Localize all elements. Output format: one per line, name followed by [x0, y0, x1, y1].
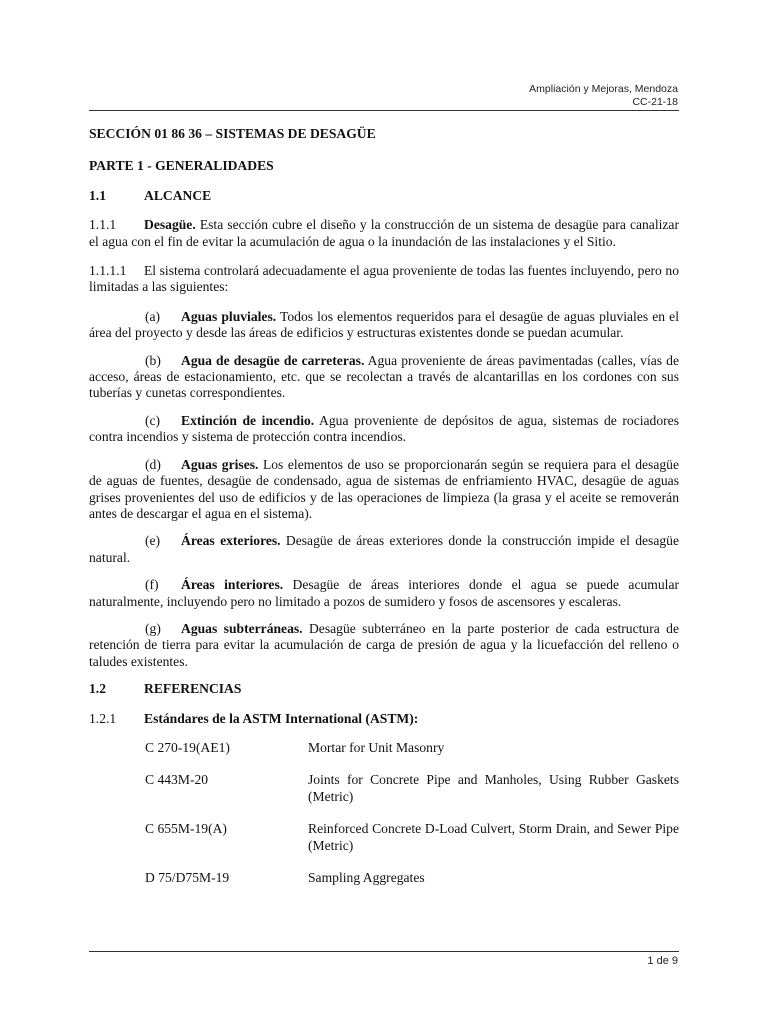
header-contract-code: CC-21-18 [632, 95, 678, 108]
standard-description: Mortar for Unit Masonry [308, 739, 445, 755]
list-item [89, 309, 679, 342]
standard-code: C 270-19(AE1) [145, 739, 230, 755]
section-heading-text: Estándares de la ASTM International (ASTM): [144, 710, 419, 726]
section-number: 1.2 [89, 681, 106, 697]
section-heading-text: REFERENCIAS [144, 681, 242, 697]
header-project: Ampliación y Mejoras, Mendoza [529, 83, 678, 95]
table-row [89, 772, 679, 805]
section-1-2-1-heading [89, 711, 679, 727]
section-1-1-heading [89, 188, 679, 204]
standard-description: Sampling Aggregates [308, 870, 425, 885]
table-row [89, 821, 679, 854]
item-label: (f) [145, 577, 159, 593]
standard-code: C 443M-20 [145, 772, 209, 788]
item-list [89, 309, 679, 670]
paragraph-number: 1.1.1 [89, 217, 117, 233]
standard-description: Joints for Concrete Pipe and Manholes, Using Rubber Gaskets (Metric) [308, 772, 679, 804]
part-heading: PARTE 1 - GENERALIDADES [89, 158, 274, 174]
list-item [89, 457, 679, 523]
item-label: (d) [145, 456, 161, 472]
item-lead: Extinción de incendio. [181, 412, 315, 428]
document-body [89, 126, 679, 902]
item-label: (e) [145, 533, 161, 549]
item-lead: Áreas interiores. [181, 577, 284, 593]
table-row [89, 870, 679, 886]
paragraph-text: El sistema controlará adecuadamente el agua proveniente de todas las fuentes incluyendo, pero no limitadas a las siguientes: [89, 263, 679, 295]
standard-code: D 75/D75M-19 [145, 870, 230, 885]
item-label: (b) [145, 352, 161, 368]
list-item [89, 353, 679, 402]
item-label: (a) [145, 308, 161, 324]
item-text: Los elementos de uso se proporcionarán según se requiera para el desagüe de aguas de fuentes, desagüe de condensado, agua de sistemas de enfriamiento HVAC, desagüe de aguas grises provenientes del uso de edificios y de las operaciones de limpieza (la grasa y el aceite se removerán antes de descargar el agua en el sistema). [89, 456, 679, 521]
section-heading-text: ALCANCE [144, 187, 212, 203]
item-label: (g) [145, 620, 161, 636]
item-text: Desagüe subterráneo en la parte posterior de cada estructura de retención de tierra para evitar la acumulación de carga de presión de agua y la licuefacción del relleno o taludes existentes. [89, 620, 679, 669]
item-label: (c) [145, 412, 161, 428]
item-text: Agua proveniente de depósitos de agua, sistemas de rociadores contra incendios y sistema de protección contra incendios. [89, 412, 679, 445]
page-number: 1 de 9 [647, 955, 678, 967]
item-text: Agua proveniente de áreas pavimentadas (calles, vías de acceso, áreas de estacionamiento, etc. que se recolectan a través de alcantarillas en los cordones con sus tuberías y cunetas correspondientes. [89, 352, 679, 401]
item-text: Desagüe de áreas interiores donde el agua se puede acumular naturalmente, incluyendo pero no limitado a pozos de sumidero y fosos de ascensores y escaleras. [89, 577, 679, 609]
footer-rule [89, 951, 679, 952]
list-item [89, 413, 679, 446]
item-lead: Aguas grises. [181, 456, 259, 472]
item-text: Desagüe de áreas exteriores donde la construcción impide el desagüe natural. [89, 533, 679, 565]
paragraph-text: Esta sección cubre el diseño y la construcción de un sistema de desagüe para canalizar el agua con el fin de evitar la acumulación de agua o la inundación de las instalaciones y el Sitio. [89, 217, 679, 249]
paragraph-1-1-1 [89, 217, 679, 250]
section-1-2-heading [89, 681, 679, 697]
section-number: 1.2.1 [89, 710, 117, 726]
header-rule [89, 110, 679, 111]
section-title: SECCIÓN 01 86 36 – SISTEMAS DE DESAGÜE [89, 126, 376, 141]
list-item [89, 533, 679, 566]
section-number: 1.1 [89, 187, 106, 203]
item-lead: Áreas exteriores. [181, 533, 281, 549]
item-lead: Agua de desagüe de carreteras. [181, 352, 365, 368]
standard-description: Reinforced Concrete D-Load Culvert, Storm Drain, and Sewer Pipe (Metric) [308, 821, 679, 853]
page-header [529, 83, 678, 108]
standard-code: C 655M-19(A) [145, 821, 227, 837]
standards-table [89, 740, 679, 886]
paragraph-1-1-1-1 [89, 263, 679, 296]
item-lead: Aguas subterráneas. [181, 620, 303, 636]
item-lead: Aguas pluviales. [181, 308, 277, 324]
list-item [89, 577, 679, 610]
table-row [89, 740, 679, 756]
list-item [89, 621, 679, 670]
paragraph-lead: Desagüe. [144, 217, 196, 233]
item-text: Todos los elementos requeridos para el desagüe de aguas pluviales en el área del proyecto y desde las áreas de edificios y estructuras existentes donde se puedan acumular. [89, 308, 679, 341]
paragraph-number: 1.1.1.1 [89, 263, 127, 279]
